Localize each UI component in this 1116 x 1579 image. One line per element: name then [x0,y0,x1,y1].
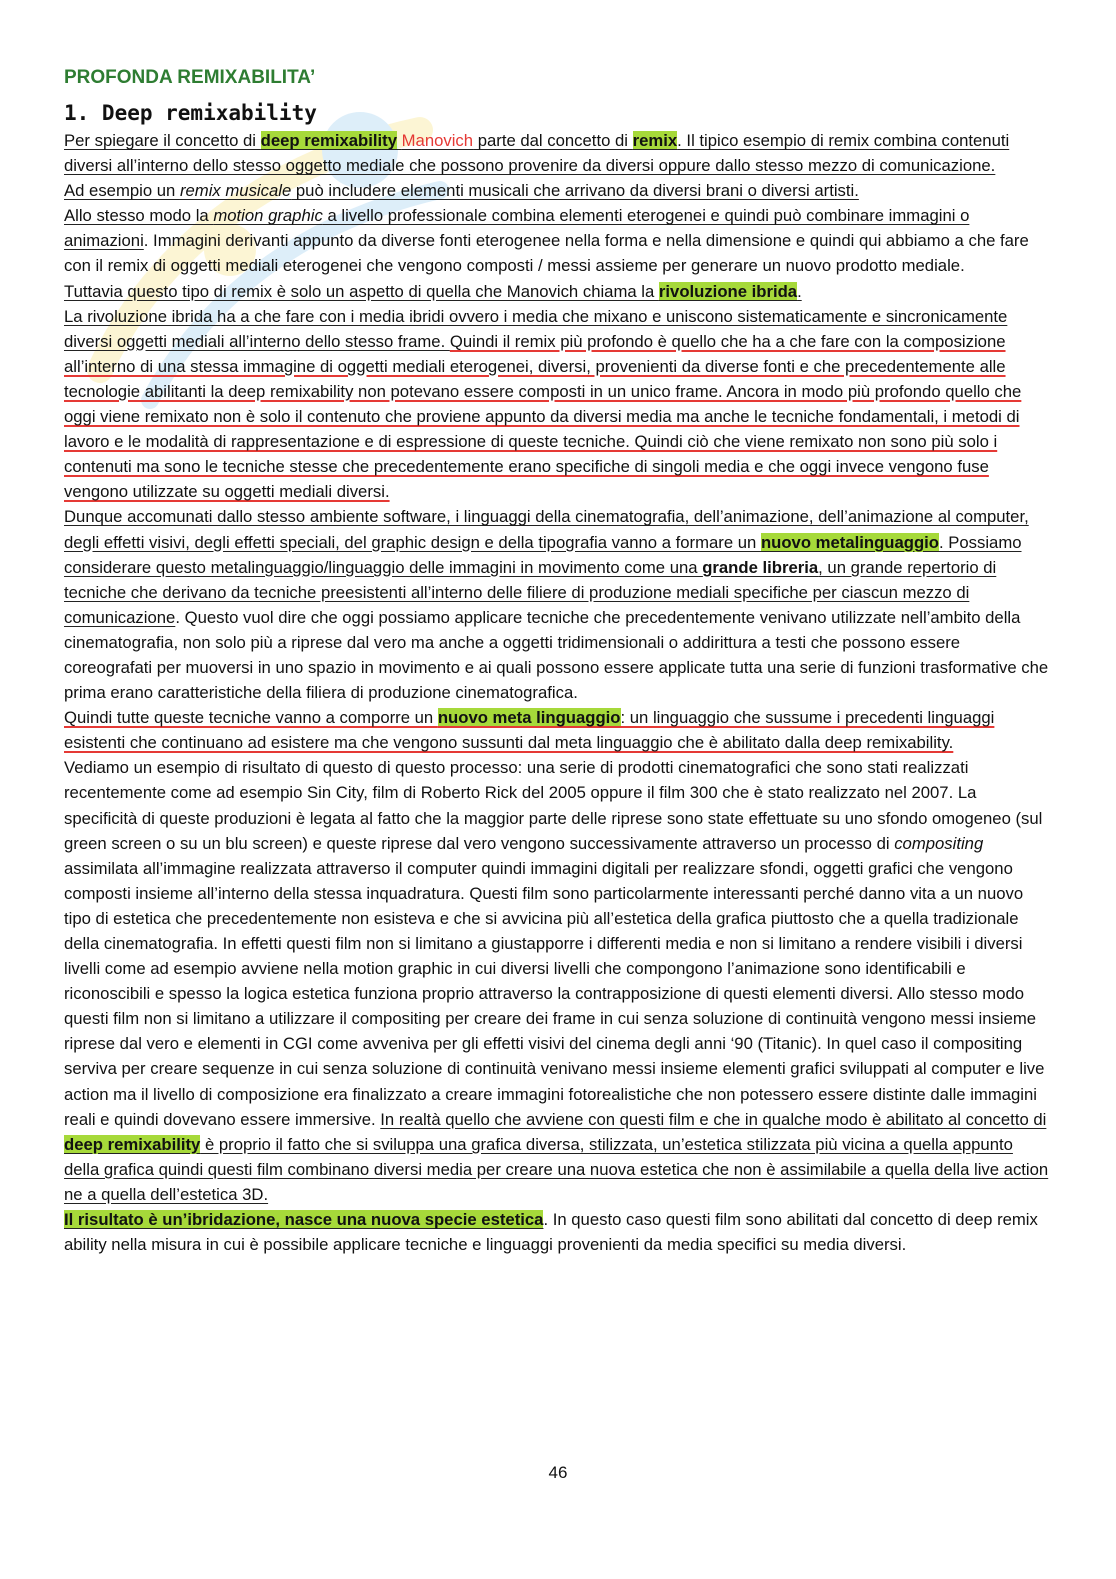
text-run: parte dal concetto di [473,131,633,150]
text-run: In realtà quello che avviene con questi film e che in qualche modo è abilitato al concetto di [380,1109,1047,1129]
text-run: a livello professionale combina elementi eterogenei e quindi può combinare immagini o animazioni [64,206,970,251]
text-run: La rivoluzione ibrida ha a che fare con i media ibridi ovvero i media che mixano e uniscono sistematicamente e sincronicamente diversi oggetti mediali all’interno dello stesso frame. [64,306,1008,351]
paragraph [64,279,1050,304]
text-run: motion graphic [213,206,323,226]
text-run: , un grande repertorio di tecniche che derivano da tecniche preesistenti all’interno delle filiere di produzione mediali specifiche per ciascun mezzo di comunicazione [64,557,997,627]
text-run: . Il tipico esempio di remix combina contenuti diversi all’interno dello stesso oggetto mediale che possono provenire da diversi oppure dallo stesso mezzo di comunicazione. [64,131,1010,176]
paragraph [64,705,1050,755]
text-run: Tuttavia questo tipo di remix è solo un aspetto di quella che Manovich chiama la [64,281,659,301]
text-run: Per spiegare il concetto di [64,131,261,150]
paragraph [64,203,1050,278]
text-run: nuovo meta linguaggio [437,708,621,728]
text-run: . Questo vuol dire che oggi possiamo applicare tecniche che precedentemente venivano utilizzate nell’ambito della cinematografia, non solo più a riprese dal vero ma anche a oggetti tridimensionali o addirittura a testi che possono essere coreografati per muoversi in uno spazio in movimento e ai quali possono essere applicate tutta una serie di funzioni trasformative che prima erano caratteristiche della filiera di produzione cinematografica. [64,607,1049,703]
text-run: remix musicale [179,181,292,201]
body-text [64,128,1050,1257]
paragraph [64,504,1050,705]
text-run: grande libreria [702,557,819,577]
text-run: . [797,281,802,301]
text-run: può includere elementi musicali che arrivano da diversi brani o diversi artisti. [291,181,859,201]
document-page [64,66,1050,1257]
paragraph [64,755,1050,1207]
text-run: Il risultato è un’ibridazione, nasce una nuova specie estetica [64,1210,544,1230]
page-number: 46 [548,1463,568,1482]
page-heading: 1. Deep remixability [64,101,317,125]
text-run: Quindi tutte queste tecniche vanno a comporre un [64,708,438,728]
text-run: deep remixability [260,131,397,150]
paragraph [64,1207,1050,1257]
section-title: PROFONDA REMIXABILITA’ [64,67,316,88]
paragraph [64,304,1050,505]
paragraph [64,178,1050,203]
text-run: Manovich [401,131,474,150]
text-run: : un linguaggio che sussume i precedenti linguaggi esistenti che continuano ad esistere ma che vengono sussunti dal meta linguaggio che è abilitato dalla deep remixability. [64,708,995,753]
text-run: Vediamo un esempio di risultato di questo di questo processo: una serie di prodotti cinematografici che sono stati realizzati recentemente come ad esempio Sin City, film di Roberto Rick del 2005 oppure il film 300 che è stato realizzato nel 2007. La specificità di queste produzioni è legata al fatto che la maggior parte delle riprese sono state effettuate su uno sfondo omogeneo (sul green screen o su un blu screen) e queste riprese dal vero vengono successivamente attraverso un processo di [64,758,1043,853]
text-run: assimilata all’immagine realizzata attraverso il computer quindi immagini digitali per realizzare sfondi, oggetti grafici che vengono composti insieme all’interno della stessa inquadratura. Questi film sono particolarmente interessanti perché danno vita a un nuovo tipo di estetica che precedentemente non esisteva e che si avvicina più all’estetica della grafica piuttosto che a quella tradizionale della cinematografia. In effetti questi film non si limitano a giustapporre i differenti media e non si limitano a rendere visibili i diversi livelli come ad esempio avviene nella motion graphic in cui diversi livelli che compongono l’animazione sono identificabili e riconoscibili e spesso la logica estetica funziona proprio attraverso la contrapposizione di questi elementi diversi. Allo stesso modo questi film non si limitano a utilizzare il compositing per creare dei frame in cui senza soluzione di continuità vengono messi insieme riprese dal vero e elementi in CGI come avveniva per gli effetti visivi del cinema degli anni ‘90 (Titanic). In quel caso il compositing serviva per creare sequenze in cui senza soluzione di continuità venivano messi insieme elementi grafici sviluppati al computer e live action ma il livello di composizione era finalizzato a creare immagini fotorealistiche che non potessero essere distinte dalle immagini reali e quindi dovevano essere immersive. [64,858,1045,1129]
paragraph [64,128,1050,178]
text-run: nuovo metalinguaggio [760,532,939,552]
text-run: Ad esempio un [64,181,180,201]
text-run: remix [632,131,678,150]
text-run: deep remixability [64,1134,201,1154]
text-run: compositing [894,833,984,853]
text-run: Allo stesso modo la [64,206,214,226]
text-run: . In questo caso questi film sono abilitati dal concetto di deep remix ability nella misura in cui è possibile applicare tecniche e linguaggi provenienti da media specifici su media diversi. [64,1210,1038,1255]
text-run: Quindi il remix più profondo è quello che ha a che fare con la composizione all’interno di una stessa immagine di oggetti mediali eterogenei, diversi, provenienti da diverse fonti e che precedentemente alle tecnologie abilitanti la deep remixability non potevano essere composti in un unico frame. Ancora in modo più profondo quello che oggi viene remixato non è solo il contenuto che proviene appunto da diversi media ma anche le tecniche fondamentali, i metodi di lavoro e le modalità di rappresentazione e di espressione di queste tecniche. Quindi ciò che viene remixato non sono più solo i contenuti ma sono le tecniche stesse che precedentemente erano specifiche di singoli media e che oggi invece vengono fuse vengono utilizzate su oggetti mediali diversi. [64,331,1022,502]
text-run: Dunque accomunati dallo stesso ambiente software, i linguaggi della cinematografia, dell’animazione, dell’animazione al computer, degli effetti visivi, degli effetti speciali, del graphic design e della tipografia vanno a formare un [64,507,1029,552]
text-run: rivoluzione ibrida [658,281,798,301]
text-run: . Possiamo considerare questo metalinguaggio/linguaggio delle immagini in movimento come una [64,532,1022,577]
text-run: è proprio il fatto che si sviluppa una grafica diversa, stilizzata, un’estetica stilizzata più vicina a quella appunto della grafica quindi questi film combinano diversi media per creare una nuova estetica che non è assimilabile a quella della live action ne a quella dell’estetica 3D. [64,1134,1049,1204]
text-run: . Immagini derivanti appunto da diverse fonti eterogenee nella forma e nella dimensione e quindi qui abbiamo a che fare con il remix di oggetti mediali eterogenei che vengono composti / messi assieme per generare un nuovo prodotto mediale. [64,231,1029,276]
